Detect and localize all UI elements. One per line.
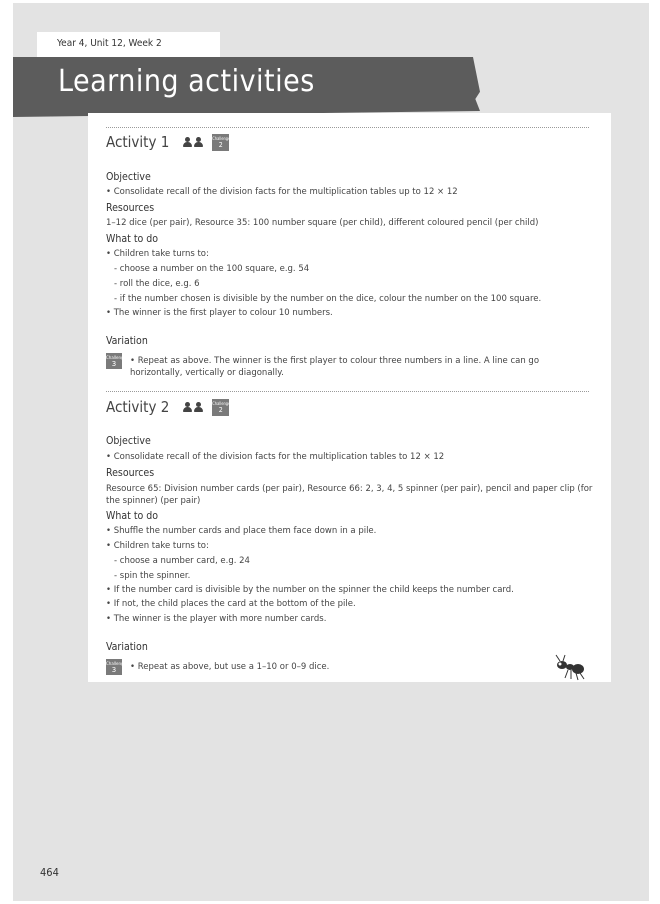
page-title: Learning activities xyxy=(58,64,315,99)
activity-1-header xyxy=(106,133,229,151)
variation-text: • Repeat as above. The winner is the first player to colour three numbers in a line. A line can go horizontally, vertically or diagonally. xyxy=(130,356,540,378)
list-item: • If not, the child places the card at the bottom of the pile. xyxy=(106,599,356,609)
activity-1-title: Activity 1 xyxy=(106,133,170,151)
page-number: 464 xyxy=(40,866,59,879)
activity-2-header xyxy=(106,398,229,416)
variation-text: • Repeat as above, but use a 1–10 or 0–9 dice. xyxy=(130,662,330,672)
objective-heading: Objective xyxy=(106,435,151,447)
list-item: • Children take turns to: xyxy=(106,541,209,551)
list-item: • The winner is the first player to colour 10 numbers. xyxy=(106,308,333,318)
divider xyxy=(106,391,589,392)
pair-icon xyxy=(183,402,203,412)
challenge-badge-icon: Challenge 2 xyxy=(212,400,231,414)
variation-heading: Variation xyxy=(106,641,148,653)
resources-heading: Resources xyxy=(106,202,155,214)
list-item: • Shuffle the number cards and place them face down in a pile. xyxy=(106,526,377,536)
variation-heading: Variation xyxy=(106,335,148,347)
objective-heading: Objective xyxy=(106,171,151,183)
list-item: - if the number chosen is divisible by the number on the dice, colour the number on the 100 square. xyxy=(114,294,542,304)
list-item: • The winner is the player with more number cards. xyxy=(106,614,327,624)
resources-text: the spinner) (per pair) xyxy=(106,496,201,506)
list-item: - spin the spinner. xyxy=(114,571,191,581)
list-item: - roll the dice, e.g. 6 xyxy=(114,279,200,289)
list-item: • Children take turns to: xyxy=(106,249,209,259)
pair-icon xyxy=(183,137,203,147)
list-item: - choose a number on the 100 square, e.g. 54 xyxy=(114,264,310,274)
objective-text: • Consolidate recall of the division facts for the multiplication tables up to 12 × 12 xyxy=(106,187,458,197)
challenge-badge-icon: Challenge 3 xyxy=(106,661,126,674)
activity-2-title: Activity 2 xyxy=(106,398,170,416)
challenge-badge-icon: Challenge 2 xyxy=(212,135,231,149)
what-to-do-heading: What to do xyxy=(106,510,159,522)
list-item: - choose a number card, e.g. 24 xyxy=(114,556,250,566)
resources-heading: Resources xyxy=(106,467,155,479)
divider xyxy=(106,127,589,128)
challenge-badge-icon: Challenge 3 xyxy=(106,355,126,368)
unit-label: Year 4, Unit 12, Week 2 xyxy=(37,32,220,60)
resources-text: Resource 65: Division number cards (per pair), Resource 66: 2, 3, 4, 5 spinner (per pair), pencil and paper clip (for xyxy=(106,484,593,494)
ant-mascot-icon xyxy=(552,653,586,681)
list-item: • If the number card is divisible by the number on the spinner the child keeps the number card. xyxy=(106,585,514,595)
resources-text: 1–12 dice (per pair), Resource 35: 100 number square (per child), different coloured pencil (per child) xyxy=(106,218,539,228)
what-to-do-heading: What to do xyxy=(106,233,159,245)
activities-panel xyxy=(88,113,611,682)
objective-text: • Consolidate recall of the division facts for the multiplication tables to 12 × 12 xyxy=(106,452,445,462)
